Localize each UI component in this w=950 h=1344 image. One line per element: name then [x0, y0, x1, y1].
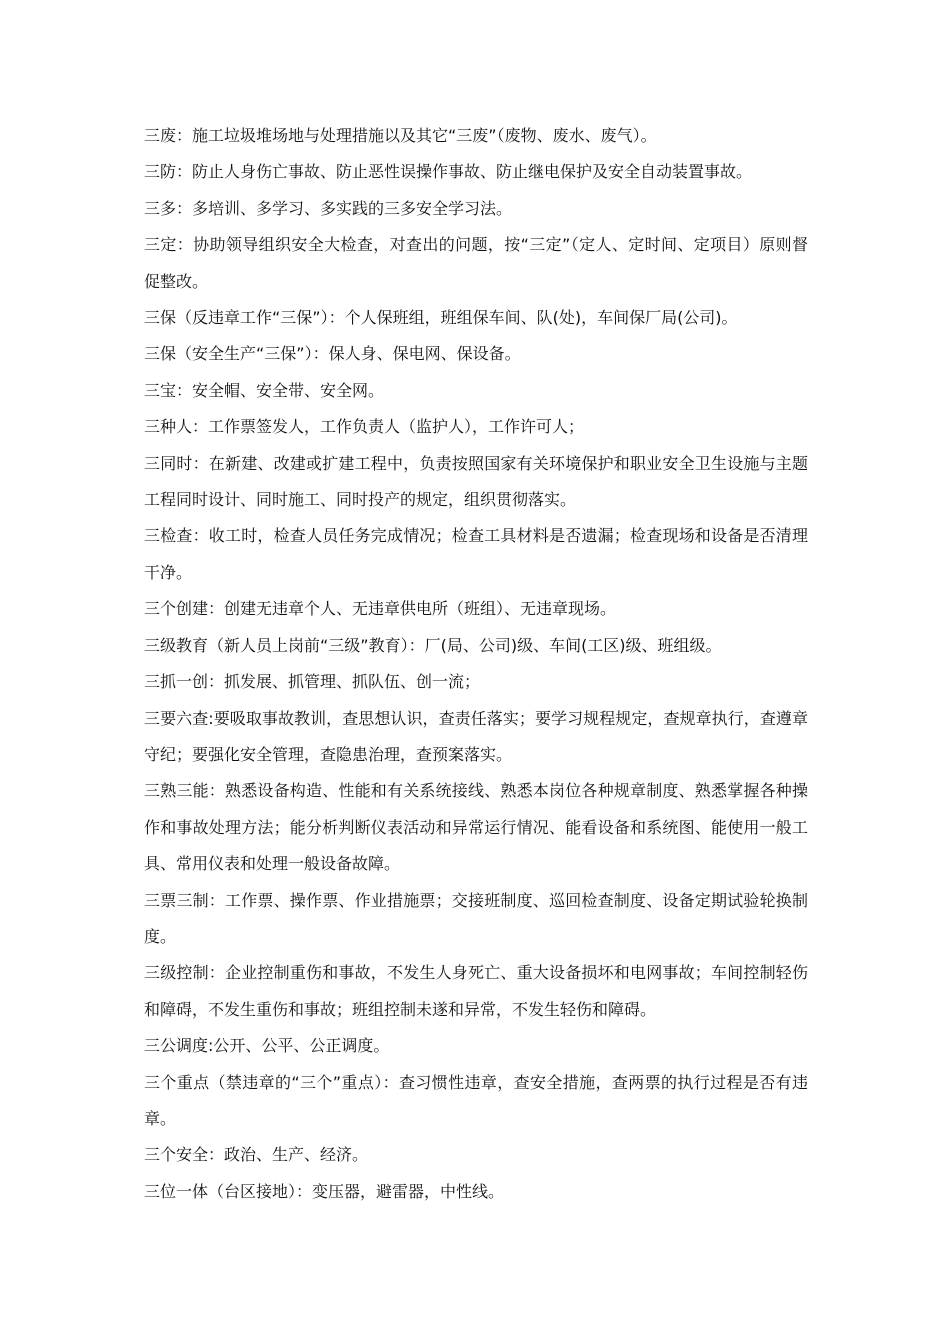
paragraph-san-bao-anti-violation: 三保（反违章工作“三保”）：个人保班组，班组保车间、队(处)，车间保厂局(公司)。: [144, 308, 738, 328]
paragraph-san-ji-kong-zhi: 三级控制：企业控制重伤和事故，不发生人身死亡、重大设备损坏和电网事故；车间控制轻伤和障碍，不发生重伤和事故；班组控制未遂和异常，不发生轻伤和障碍。: [144, 963, 808, 1019]
paragraph-san-piao-san-zhi: 三票三制：工作票、操作票、作业措施票；交接班制度、巡回检查制度、设备定期试验轮换制度。: [144, 890, 808, 946]
paragraph-san-shu-san-neng: 三熟三能：熟悉设备构造、性能和有关系统接线、熟悉本岗位各种规章制度、熟悉掌握各种操作和事故处理方法；能分析判断仪表活动和异常运行情况、能看设备和系统图、能使用一般工具、常用仪表和处理一般设备故障。: [144, 781, 808, 874]
paragraph-san-jian-cha: 三检查：收工时，检查人员任务完成情况；检查工具材料是否遗漏；检查现场和设备是否清理干净。: [144, 526, 808, 582]
paragraph-san-ding: 三定：协助领导组织安全大检查，对查出的问题，按“三定”（定人、定时间、定项目）原则督促整改。: [144, 235, 808, 291]
paragraph-san-tong-shi: 三同时：在新建、改建或扩建工程中，负责按照国家有关环境保护和职业安全卫生设施与主题工程同时设计、同时施工、同时投产的规定，组织贯彻落实。: [144, 453, 808, 510]
paragraph-san-yao-liu-cha: 三要六查:要吸取事故教训，查思想认识，查责任落实；要学习规程规定，查规章执行，查遵章守纪；要强化安全管理，查隐患治理，查预案落实。: [144, 708, 808, 764]
paragraph-san-zhua-yi-chuang: 三抓一创：抓发展、抓管理、抓队伍、创一流；: [144, 672, 481, 692]
paragraph-san-fei: 三废：施工垃圾堆场地与处理措施以及其它“三废”（废物、废水、废气）。: [144, 126, 657, 145]
paragraph-san-duo: 三多：多培训、多学习、多实践的三多安全学习法。: [144, 198, 513, 218]
paragraph-san-ji-jiao-yu: 三级教育（新人员上岗前“三级”教育）：厂(局、公司)级、车间(工区)级、班组级。: [144, 635, 722, 655]
paragraph-san-bao-safety: 三保（安全生产“三保”）：保人身、保电网、保设备。: [144, 344, 521, 364]
paragraph-san-ge-zhong-dian: 三个重点（禁违章的“三个”重点）：查习惯性违章，查安全措施，查两票的执行过程是否有违章。: [144, 1072, 808, 1128]
document-body: [144, 118, 808, 1210]
paragraph-san-ge-an-quan: 三个安全：政治、生产、经济。: [144, 1145, 369, 1165]
paragraph-san-ge-chuang-jian: 三个创建：创建无违章个人、无违章供电所（班组）、无违章现场。: [144, 599, 617, 619]
paragraph-san-gong-tiao-du: 三公调度:公开、公平、公正调度。: [144, 1036, 390, 1056]
paragraph-san-zhong-ren: 三种人：工作票签发人，工作负责人（监护人），工作许可人；: [144, 417, 585, 437]
paragraph-san-bao-gear: 三宝：安全帽、安全带、安全网。: [144, 380, 385, 400]
paragraph-san-fang: 三防：防止人身伤亡事故、防止恶性误操作事故、防止继电保护及安全自动装置事故。: [144, 162, 753, 182]
paragraph-san-wei-yi-ti: 三位一体（台区接地）：变压器，避雷器，中性线。: [144, 1181, 505, 1201]
